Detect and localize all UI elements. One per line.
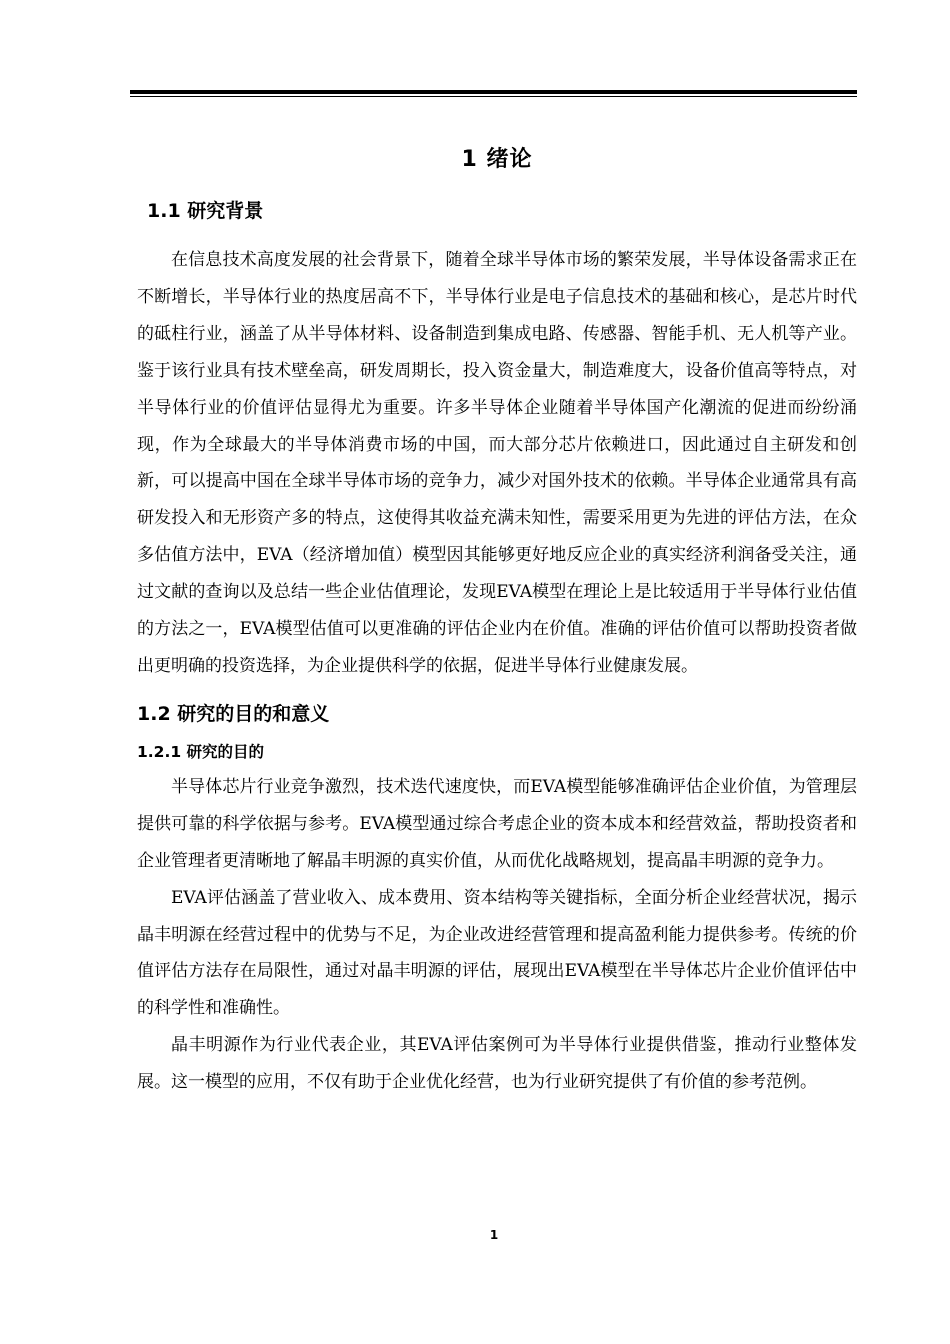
chapter-title: 1 绪论 — [461, 147, 533, 172]
paragraph-purpose-1: 半导体芯片行业竞争激烈，技术迭代速度快，而EVA模型能够准确评估企业价值，为管理层提供可靠的科学依据与参考。EVA模型通过综合考虑企业的资本成本和经营效益，帮助投资者和企业管理者更清晰地了解晶丰明源的真实价值，从而优化战略规划，提高晶丰明源的竞争力。 — [137, 776, 857, 871]
paragraph-purpose-2: EVA评估涵盖了营业收入、成本费用、资本结构等关键指标，全面分析企业经营状况，揭示晶丰明源在经营过程中的优势与不足，为企业改进经营管理和提高盈利能力提供参考。传统的价值评估方法存在局限性，通过对晶丰明源的评估，展现出EVA模型在半导体芯片企业价值评估中的科学性和准确性。 — [137, 887, 857, 1019]
section-heading-1-1: 1.1 研究背景 — [147, 200, 264, 222]
section-heading-1-2: 1.2 研究的目的和意义 — [137, 702, 330, 725]
header-rule-thick — [130, 90, 857, 94]
paragraph-purpose-3: 晶丰明源作为行业代表企业，其EVA评估案例可为半导体行业提供借鉴，推动行业整体发展。这一模型的应用，不仅有助于企业优化经营，也为行业研究提供了有价值的参考范例。 — [137, 1035, 857, 1093]
header-rule-thin — [130, 96, 857, 97]
page-content — [137, 140, 857, 1101]
page-number: 1 — [489, 1228, 499, 1242]
subsection-heading-1-2-1: 1.2.1 研究的目的 — [137, 742, 265, 761]
paragraph-background: 在信息技术高度发展的社会背景下，随着全球半导体市场的繁荣发展，半导体设备需求正在不断增长，半导体行业的热度居高不下，半导体行业是电子信息技术的基础和核心，是芯片时代的砥柱行业，涵盖了从半导体材料、设备制造到集成电路、传感器、智能手机、无人机等产业。鉴于该行业具有技术壁垒高，研发周期长，投入资金量大，制造难度大，设备价值高等特点，对半导体行业的价值评估显得尤为重要。许多半导体企业随着半导体国产化潮流的促进而纷纷涌现，作为全球最大的半导体消费市场的中国，而大部分芯片依赖进口，因此通过自主研发和创新，可以提高中国在全球半导体市场的竞争力，减少对国外技术的依赖。半导体企业通常具有高研发投入和无形资产多的特点，这使得其收益充满未知性，需要采用更为先进的评估方法，在众多估值方法中，EVA（经济增加值）模型因其能够更好地反应企业的真实经济利润备受关注，通过文献的查询以及总结一些企业估值理论，发现EVA模型在理论上是比较适用于半导体行业估值的方法之一，EVA模型估值可以更准确的评估企业内在价值。准确的评估价值可以帮助投资者做出更明确的投资选择，为企业提供科学的依据，促进半导体行业健康发展。 — [137, 250, 857, 676]
